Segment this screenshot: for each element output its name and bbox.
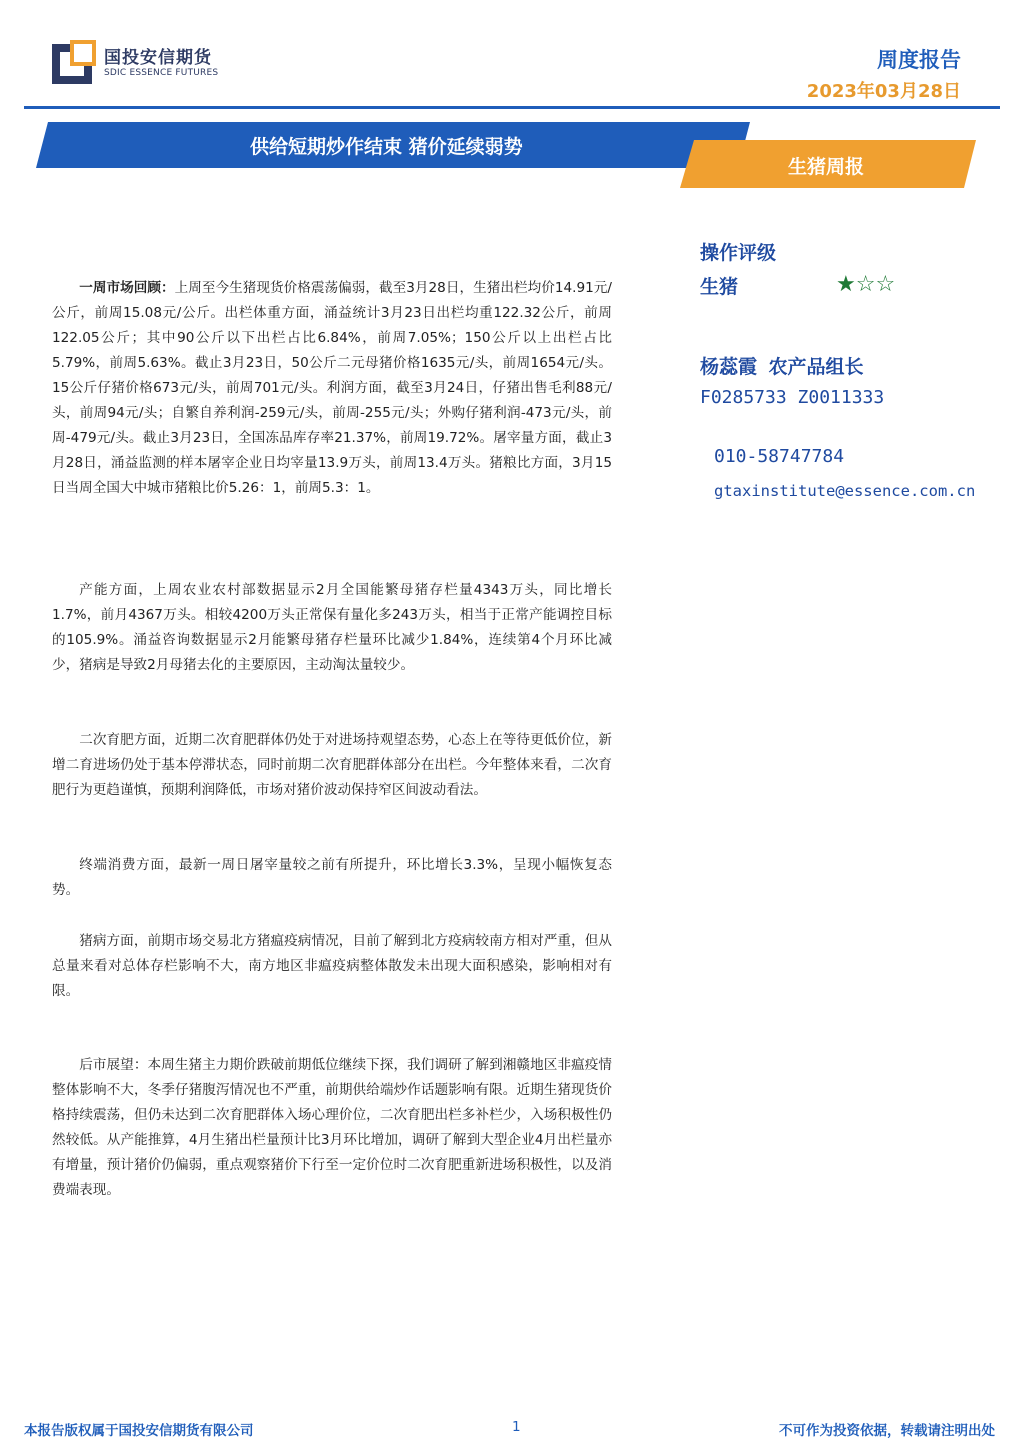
company-logo bbox=[52, 40, 252, 88]
footer-copyright: 本报告版权属于国投安信期货有限公司 bbox=[24, 1423, 254, 1439]
header-divider bbox=[24, 106, 1000, 109]
page-number: 1 bbox=[512, 1419, 521, 1435]
rating-heading: 操作评级 bbox=[700, 242, 777, 264]
report-date: 2023年03月28日 bbox=[806, 81, 961, 102]
disease-paragraph: 猪病方面，前期市场交易北方猪瘟疫病情况，目前了解到北方疫病较南方相对严重，但从总量来看对总体存栏影响不大，南方地区非瘟疫病整体散发未出现大面积感染，影响相对有限。 bbox=[52, 933, 612, 999]
weekly-review-lead: 一周市场回顾： bbox=[79, 280, 175, 296]
commodity-label: 生猪 bbox=[700, 276, 739, 298]
consumption-paragraph: 终端消费方面，最新一周日屠宰量较之前有所提升，环比增长3.3%，呈现小幅恢复态势。 bbox=[52, 857, 612, 898]
report-category-tag: 生猪周报 bbox=[788, 156, 865, 178]
contact-email[interactable]: gtaxinstitute@essence.com.cn bbox=[714, 482, 976, 500]
report-title: 供给短期炒作结束 猪价延续弱势 bbox=[250, 136, 523, 158]
weekly-review-paragraph bbox=[52, 276, 612, 501]
footer-disclaimer: 不可作为投资依据，转载请注明出处 bbox=[779, 1423, 995, 1439]
contact-phone: 010-58747784 bbox=[714, 446, 845, 467]
logo-english-name: SDIC ESSENCE FUTURES bbox=[104, 68, 219, 78]
report-type: 周度报告 bbox=[877, 48, 961, 72]
analyst-name: 杨蕊霞 农产品组长 bbox=[700, 356, 864, 378]
rating-stars-icon: ★☆☆ bbox=[836, 272, 896, 297]
outlook-paragraph: 后市展望：本周生猪主力期价跌破前期低位继续下探，我们调研了解到湘赣地区非瘟疫情整体影响不大，冬季仔猪腹泻情况也不严重，前期供给端炒作话题影响有限。近期生猪现货价格持续震荡，但仍未达到二次育肥群体入场心理价位，二次育肥出栏多补栏少，入场积极性仍然较低。从产能推算，4月生猪出栏量预计比3月环比增加，调研了解到大型企业4月出栏量亦有增量，预计猪价仍偏弱，重点观察猪价下行至一定价位时二次育肥重新进场积极性，以及消费端表现。 bbox=[52, 1057, 612, 1198]
secondary-fattening-paragraph: 二次育肥方面，近期二次育肥群体仍处于对进场持观望态势，心态上在等待更低价位，新增二育进场仍处于基本停滞状态，同时前期二次育肥群体部分在出栏。今年整体来看，二次育肥行为更趋谨慎，预期利润降低，市场对猪价波动保持窄区间波动看法。 bbox=[52, 732, 612, 798]
logo-chinese-name: 国投安信期货 bbox=[104, 48, 212, 68]
weekly-review-text: 上周至今生猪现货价格震荡偏弱，截至3月28日，生猪出栏均价14.91元/公斤，前周15.08元/公斤。出栏体重方面，涌益统计3月23日出栏均重122.32公斤，前周122.05公斤；其中90公斤以下出栏占比6.84%，前周7.05%；150公斤以上出栏占比5.79%，前周5.63%。截止3月23日，50公斤二元母猪价格1635元/头，前周1654元/头。15公斤仔猪价格673元/头，前周701元/头。利润方面，截至3月24日，仔猪出售毛利88元/头，前周94元/头；自繁自养利润-259元/头，前周-255元/头；外购仔猪利润-473元/头，前周-479元/头。截止3月23日，全国冻品库存率21.37%，前周19.72%。屠宰量方面，截止3月28日，涌益监测的样本屠宰企业日均宰量13.9万头，前周13.4万头。猪粮比方面，3月15日当周全国大中城市猪粮比价5.26：1，前周5.3：1。 bbox=[52, 280, 612, 496]
logo-mark-icon bbox=[52, 40, 96, 84]
capacity-paragraph: 产能方面，上周农业农村部数据显示2月全国能繁母猪存栏量4343万头，同比增长1.7%，前月4367万头。相较4200万头正常保有量化多243万头，相当于正常产能调控目标的105.9%。涌益咨询数据显示2月能繁母猪存栏量环比减少1.84%，连续第4个月环比减少，猪病是导致2月母猪去化的主要原因，主动淘汰量较少。 bbox=[52, 582, 612, 673]
analyst-license: F0285733 Z0011333 bbox=[700, 387, 885, 408]
